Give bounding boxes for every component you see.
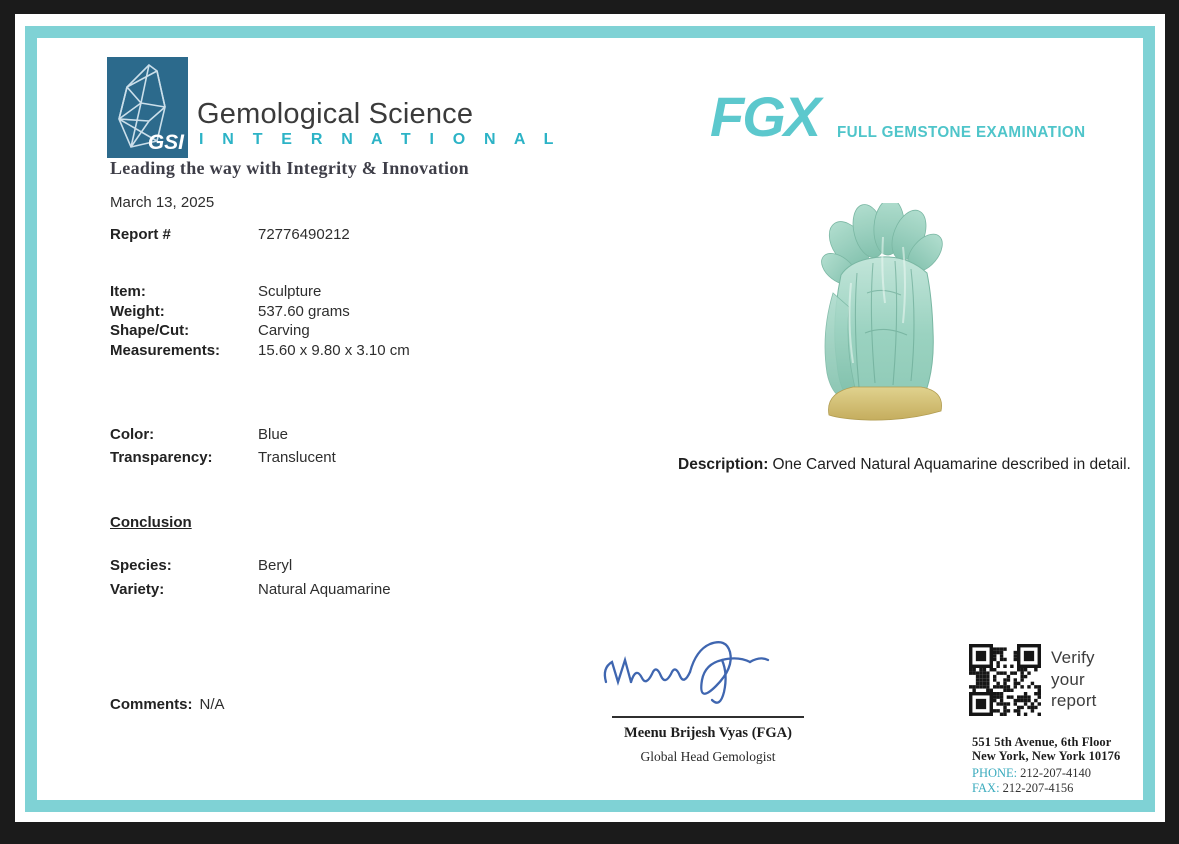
field-value: Sculpture bbox=[258, 283, 322, 300]
certificate-page bbox=[15, 14, 1165, 822]
fax-row bbox=[972, 781, 1073, 796]
signature-divider bbox=[612, 716, 804, 718]
field-value: Translucent bbox=[258, 449, 336, 466]
signature-image bbox=[598, 630, 778, 716]
gsi-tagline: Leading the way with Integrity & Innovation bbox=[110, 158, 469, 178]
appearance-block bbox=[110, 423, 336, 469]
phone-number: 212-207-4140 bbox=[1020, 766, 1091, 780]
report-date: March 13, 2025 bbox=[110, 194, 215, 211]
signatory-title: Global Head Gemologist bbox=[640, 749, 776, 764]
qr-code bbox=[969, 644, 1041, 716]
fgx-logo-text: FGX bbox=[710, 85, 820, 148]
gsi-subtitle: I N T E R N A T I O N A L bbox=[199, 131, 561, 148]
field-value: Natural Aquamarine bbox=[258, 581, 391, 598]
field-label: Shape/Cut: bbox=[110, 322, 190, 340]
fax-number: 212-207-4156 bbox=[1002, 781, 1074, 795]
field-label: Variety: bbox=[110, 581, 165, 598]
field-value: Beryl bbox=[258, 557, 293, 574]
report-number-value: 72776490212 bbox=[258, 226, 350, 243]
item-details-block bbox=[110, 282, 410, 360]
comments-row bbox=[110, 696, 225, 713]
description-text: One Carved Natural Aquamarine described in detail. bbox=[772, 456, 1131, 473]
comments-value: N/A bbox=[199, 696, 225, 713]
fax-label: FAX: bbox=[972, 781, 1000, 795]
field-value: Blue bbox=[258, 426, 289, 443]
field-label: Color: bbox=[110, 426, 155, 443]
address-block bbox=[972, 736, 1120, 763]
gsi-logo-text: GSI bbox=[147, 131, 184, 154]
field-value: 537.60 grams bbox=[258, 302, 350, 320]
gemstone-photo bbox=[803, 203, 965, 423]
description-label: Description: bbox=[678, 456, 769, 473]
description-line bbox=[678, 456, 1131, 474]
comments-label: Comments: bbox=[110, 696, 193, 713]
address-line1: 551 5th Avenue, 6th Floor bbox=[972, 735, 1112, 749]
address-line2: New York, New York 10176 bbox=[972, 748, 1121, 763]
phone-row bbox=[972, 766, 1091, 781]
field-label: Species: bbox=[110, 557, 172, 574]
field-label: Weight: bbox=[110, 302, 165, 320]
gsi-title: Gemological Science bbox=[197, 98, 474, 130]
report-number-label: Report # bbox=[110, 226, 171, 243]
field-value: 15.60 x 9.80 x 3.10 cm bbox=[258, 341, 410, 359]
verify-report-text: Verify your report bbox=[1051, 648, 1097, 710]
conclusion-block bbox=[110, 554, 391, 602]
field-label: Item: bbox=[110, 283, 146, 300]
fgx-label: FULL GEMSTONE EXAMINATION bbox=[837, 124, 1086, 141]
field-label: Measurements: bbox=[110, 341, 221, 359]
phone-label: PHONE: bbox=[972, 766, 1018, 780]
conclusion-heading: Conclusion bbox=[110, 514, 192, 531]
field-value: Carving bbox=[258, 322, 310, 340]
field-label: Transparency: bbox=[110, 449, 213, 466]
signatory-name: Meenu Brijesh Vyas (FGA) bbox=[624, 725, 792, 741]
gsi-logo bbox=[107, 57, 188, 158]
report-number-row bbox=[110, 226, 350, 243]
